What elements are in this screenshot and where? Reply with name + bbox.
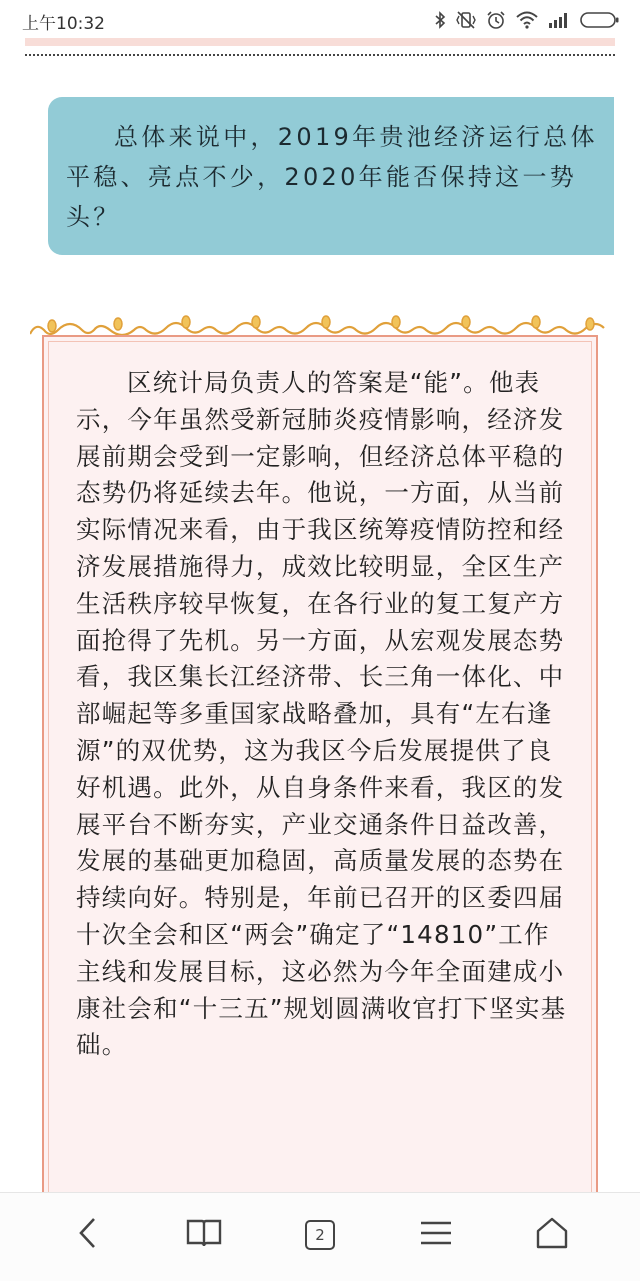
home-icon [535, 1217, 569, 1253]
book-icon [186, 1218, 222, 1252]
article-box [42, 335, 598, 1210]
dotted-divider [25, 54, 615, 56]
tabs-button[interactable] [290, 1207, 350, 1263]
status-bar [0, 0, 640, 40]
back-button[interactable] [58, 1207, 118, 1263]
article-text: 区统计局负责人的答案是“能”。他表示，今年虽然受新冠肺炎疫情影响，经济发展前期会受到一定影响，但经济总体平稳的态势仍将延续去年。他说，一方面，从当前实际情况来看，由于我区统筹疫情防控和经济发展措施得力，成效比较明显，全区生产生活秩序较早恢复，在各行业的复工复产方面抢得了先机。另一方面，从宏观发展态势看，我区集长江经济带、长三角一体化、中部崛起等多重国家战略叠加，具有“左右逢源”的双优势，这为我区今后发展提供了良好机遇。此外，从自身条件来看，我区的发展平台不断夯实，产业交通条件日益改善，发展的基础更加稳固，高质量发展的态势在持续向好。特别是，年前已召开的区委四届十次全会和区“两会”确定了“14810”工作主线和发展目标，这必然为今年全面建成小康社会和“十三五”规划圆满收官打下坚实基础。 [76, 368, 567, 1060]
status-time: 上午10:32 [22, 14, 105, 34]
menu-button[interactable] [406, 1207, 466, 1263]
wifi-icon [516, 11, 538, 29]
back-icon [76, 1216, 100, 1254]
vibrate-icon [456, 11, 476, 29]
bottom-nav [0, 1192, 640, 1281]
signal-icon [548, 12, 570, 28]
callout-box [48, 97, 628, 255]
tabs-icon [305, 1220, 335, 1250]
alarm-icon [486, 10, 506, 30]
battery-icon [580, 11, 620, 29]
callout-edge [614, 97, 640, 255]
menu-icon [420, 1220, 452, 1250]
callout-text: 总体来说中，2019年贵池经济运行总体平稳、亮点不少，2020年能否保持这一势头？ [66, 123, 598, 231]
bookmarks-button[interactable] [174, 1207, 234, 1263]
bluetooth-icon [434, 11, 446, 29]
status-icons [434, 8, 620, 32]
tab-count: 2 [315, 1226, 325, 1244]
home-button[interactable] [522, 1207, 582, 1263]
header-strip [25, 38, 615, 46]
